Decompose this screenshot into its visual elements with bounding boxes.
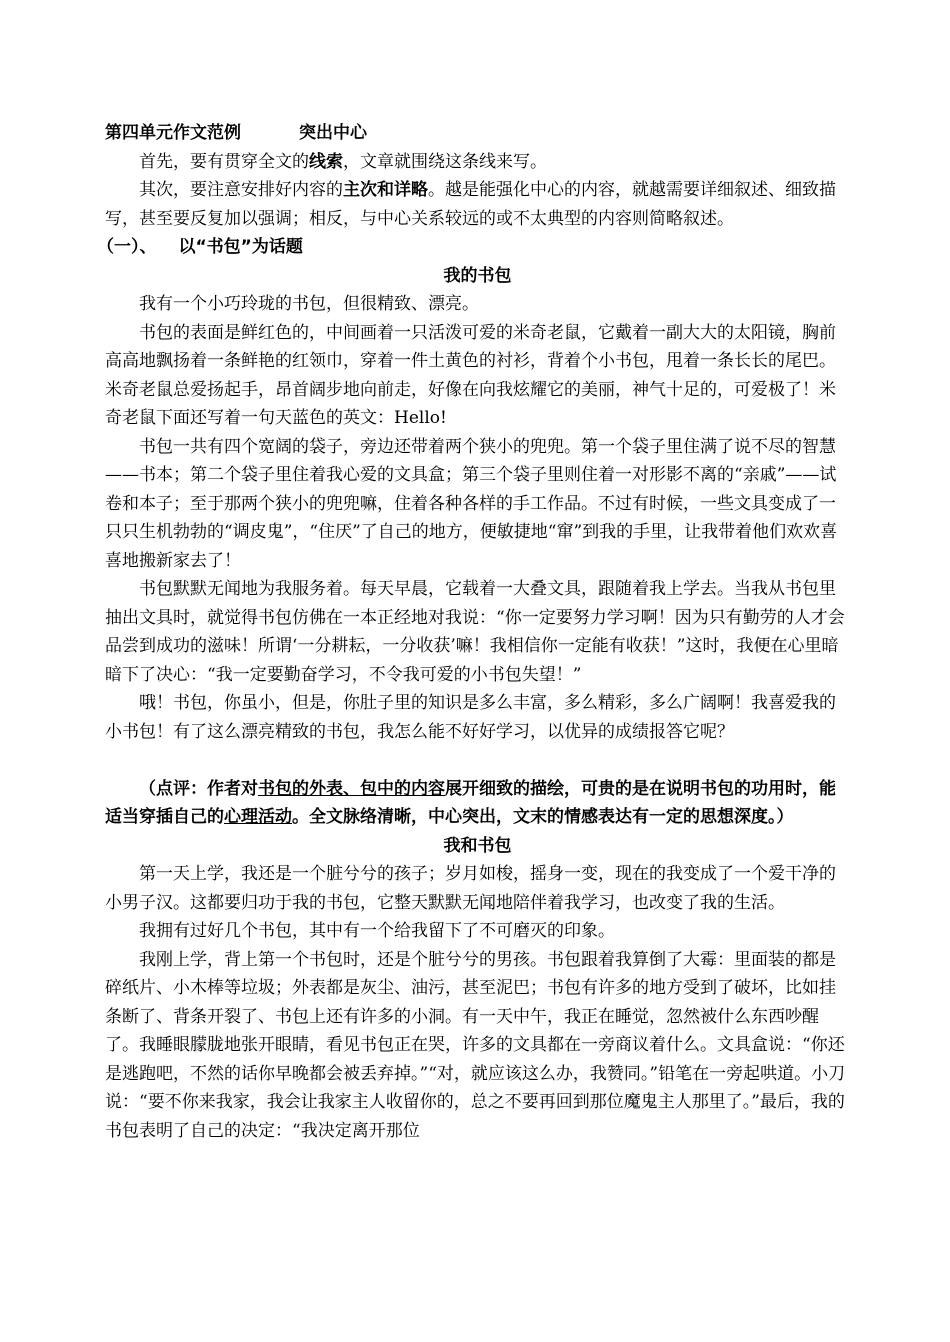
comment-underline: 心理活动: [224, 807, 292, 827]
essay1-comment: [105, 775, 850, 832]
intro-text: ，文章就围绕这条线来写。: [343, 151, 547, 172]
essay2-paragraph: 我拥有过好几个书包，其中有一个给我留下了不可磨灭的印象。: [139, 921, 615, 941]
section-number: （一）、: [97, 237, 157, 257]
intro-paragraph-2: [105, 176, 850, 233]
essay2-paragraph: 我刚上学，背上第一个书包时，还是个脏兮兮的男孩。书包跟着我算倒了大霉：里面装的都是碎纸片、小木棒等垃圾；外表都是灰尘、油污，甚至泥巴；书包有许多的地方受到了破坏，比如挂条断了、背条开裂了、书包上还有许多的小洞。有一天中午，我正在睡觉，忽然被什么东西吵醒了。我睡眼朦胧地张开眼睛，看见书包正在哭，许多的文具都在一旁商议着什么。文具盒说：“你还是逃跑吧，不然的话你早晚都会被丢弃掉。”“对，就应该这么办，我赞同。”铅笔在一旁起哄道。小刀说：“要不你来我家，我会让我家主人收留你的，总之不要再回到那位魔鬼主人那里了。”最后，我的书包表明了自己的决定：“我决定离开那位: [105, 949, 846, 1141]
section-topic: 以“书包”为话题: [178, 237, 303, 257]
intro-keyword-clue: 线索: [309, 151, 343, 172]
essay1-paragraph: 书包一共有四个宽阔的袋子，旁边还带着两个狭小的兜兜。第一个袋子里住满了说不尽的智慧——书本；第二个袋子里住着我心爱的文具盒；第三个袋子里则住着一对形影不离的“亲戚”——试卷和本子；至于那两个狭小的兜兜嘛，住着各种各样的手工作品。不过有时候，一些文具变成了一只只生机勃勃的“调皮鬼”，“住厌”了自己的地方，便敏捷地“窜”到我的手里，让我带着他们欢欢喜喜地搬新家去了！: [105, 436, 838, 571]
essay1-paragraph: 哦！书包，你虽小，但是，你肚子里的知识是多么丰富，多么精彩，多么广阔啊！我喜爱我的小书包！有了这么漂亮精致的书包，我怎么能不好好学习，以优异的成绩报答它呢？: [105, 693, 836, 742]
comment-text: 展开细致的描绘，可贵的是在说明书包的功用时，能适当穿插自己的: [105, 778, 836, 827]
intro-keyword-priority: 主次和详略: [343, 180, 428, 200]
intro-paragraph-1: [105, 148, 850, 177]
comment-text: （点评：作者对: [139, 778, 258, 799]
unit-heading-left: 第四单元作文范例: [105, 123, 241, 143]
essay1-paragraph: 我有一个小巧玲珑的书包，但很精致、漂亮。: [139, 294, 479, 314]
intro-text: 。越是能强化中心的内容，就越需要详细叙述、细致描写，甚至要反复加以强调；相反，与中心关系较远的或不太典型的内容则简略叙述。: [105, 180, 836, 229]
essay2-paragraph: 第一天上学，我还是一个脏兮兮的孩子；岁月如梭，摇身一变，现在的我变成了一个爱干净的小男子汉。这都要归功于我的书包，它整天默默无闻地陪伴着我学习，也改变了我的生活。: [105, 864, 836, 913]
essay1-paragraph: 书包默默无闻地为我服务着。每天早晨，它载着一大叠文具，跟随着我上学去。当我从书包里抽出文具时，就觉得书包仿佛在一本正经地对我说：“你一定要努力学习啊！因为只有勤劳的人才会品尝到成功的滋味！所谓‘一分耕耘，一分收获’嘛！我相信你一定能有收获！”这时，我便在心里暗暗下了决心：“我一定要勤奋学习，不令我可爱的小书包失望！”: [105, 579, 845, 685]
unit-heading-right: 突出中心: [299, 123, 367, 143]
section-heading: [97, 233, 850, 262]
intro-text: 首先，要有贯穿全文的: [139, 151, 309, 172]
essay1-title: 我的书包: [443, 265, 512, 286]
comment-underline: 书包的外表、包中的内容: [258, 778, 445, 799]
intro-text: 其次，要注意安排好内容的: [139, 180, 343, 200]
document-content: [97, 119, 850, 1145]
essay1-paragraph: 书包的表面是鲜红色的，中间画着一只活泼可爱的米奇老鼠，它戴着一副大大的太阳镜，胸前高高地飘扬着一条鲜艳的红领巾，穿着一件土黄色的衬衫，背着个小书包，甩着一条长长的尾巴。米奇老鼠总爱扬起手，昂首阔步地向前走，好像在向我炫耀它的美丽，神气十足的，可爱极了！米奇老鼠下面还写着一句天蓝色的英文：Hello!: [105, 322, 836, 428]
unit-heading: [105, 119, 850, 148]
essay2-title: 我和书包: [443, 835, 512, 856]
comment-text: 。全文脉络清晰，中心突出，文末的情感表达有一定的思想深度。）: [292, 807, 794, 827]
